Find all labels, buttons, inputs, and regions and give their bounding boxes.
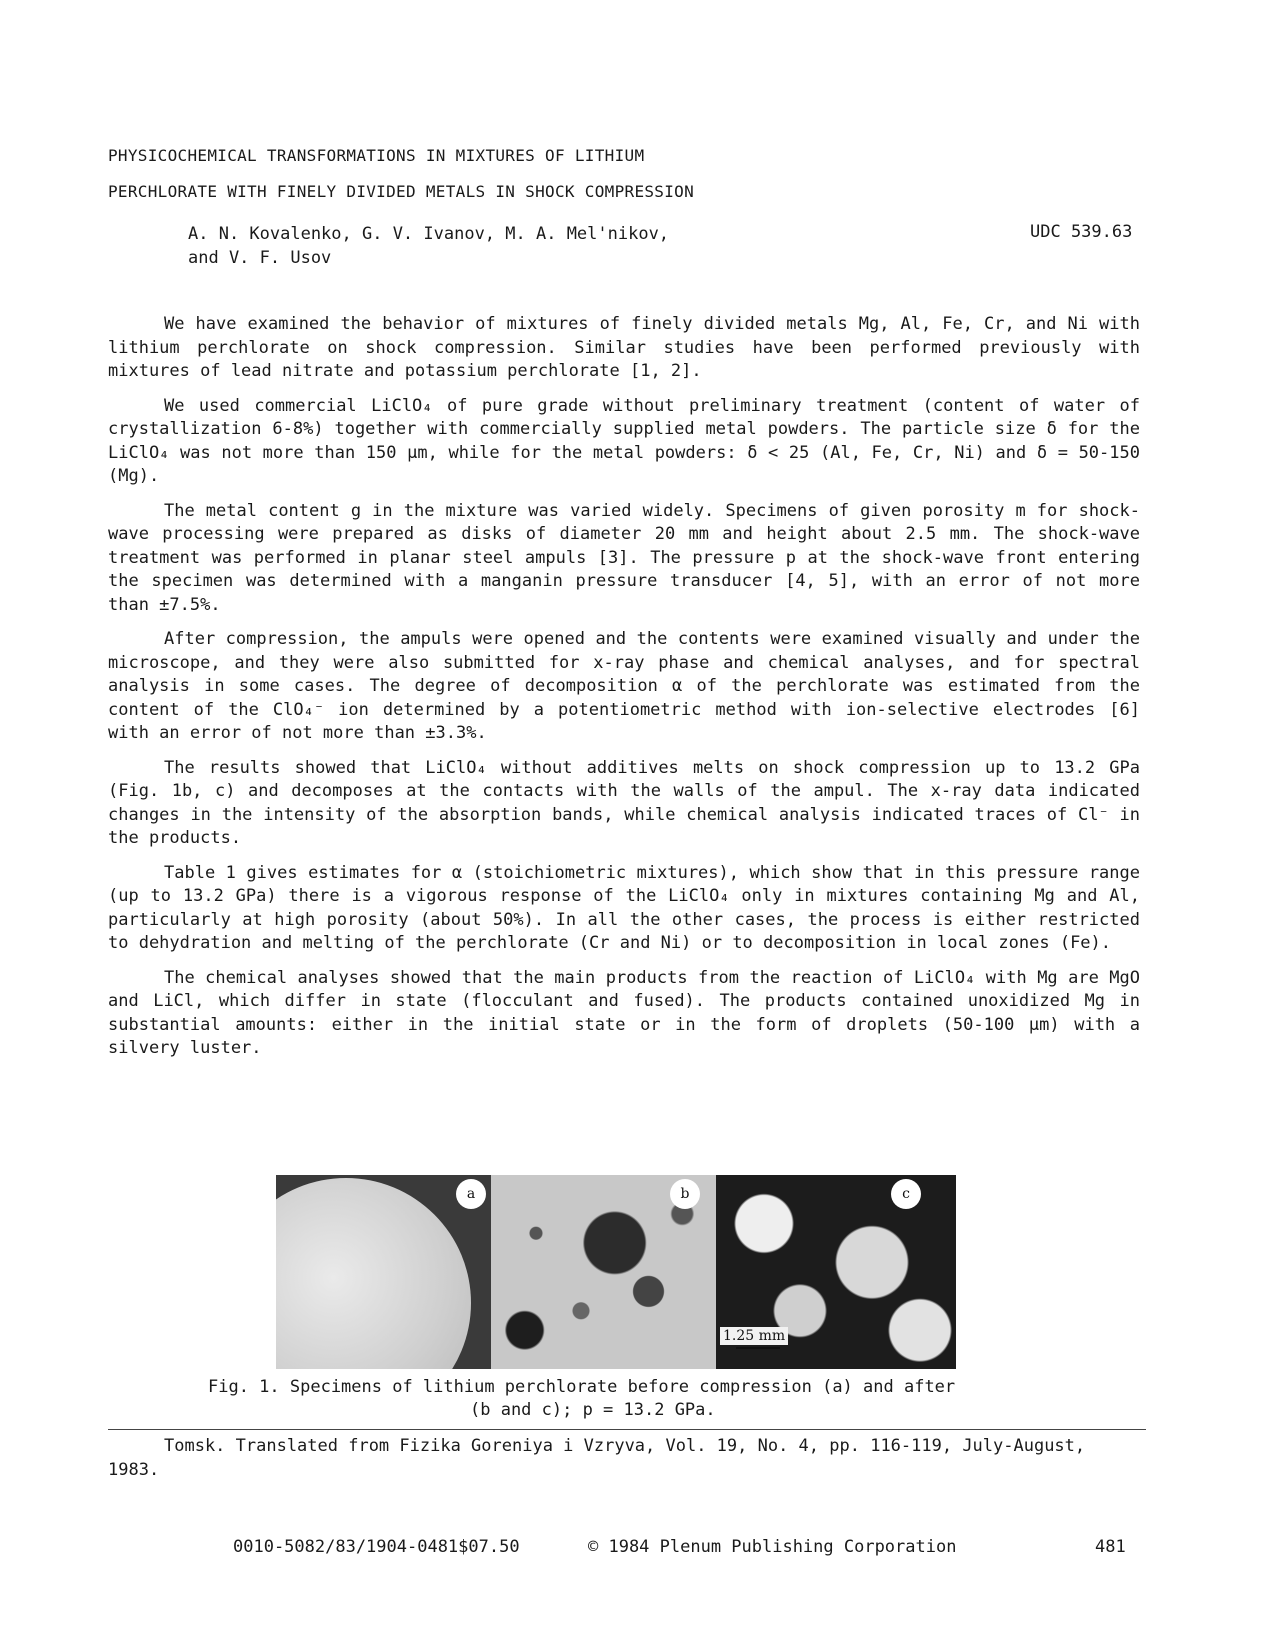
- paragraph: We have examined the behavior of mixtures of finely divided metals Mg, Al, Fe, Cr, and Ni with lithium perchlorate on shock compression. Similar studies have been performed previously with mixtures of lead nitrate and potassium perchlorate [1, 2].: [108, 314, 1140, 381]
- udc-code: UDC 539.63: [1030, 222, 1133, 242]
- author-list: [188, 222, 669, 270]
- footnote-divider: [108, 1429, 1146, 1430]
- figure-1-micrographs: [276, 1175, 956, 1369]
- title-line-2: PERCHLORATE WITH FINELY DIVIDED METALS IN SHOCK COMPRESSION: [108, 182, 695, 201]
- panel-label-b: b: [670, 1179, 700, 1209]
- caption-line-1: Fig. 1. Specimens of lithium perchlorate before compression (a) and after: [208, 1377, 956, 1397]
- panel-label-c: c: [891, 1179, 921, 1209]
- footnote: [108, 1434, 1140, 1482]
- article-body: [108, 313, 1140, 1072]
- micrograph-panel-a: [276, 1175, 491, 1369]
- caption-line-2: (b and c); p = 13.2 GPa.: [470, 1400, 716, 1420]
- article-code: 0010-5082/83/1904-0481$07.50: [233, 1537, 520, 1557]
- article-title: [108, 138, 1108, 210]
- paragraph: The chemical analyses showed that the main products from the reaction of LiClO₄ with Mg are MgO and LiCl, which differ in state (flocculant and fused). The products contained unoxidized Mg in substantial amounts: either in the initial state or in the form of droplets (50-100 μm) with a silvery luster.: [108, 967, 1140, 1058]
- paragraph: After compression, the ampuls were opened and the contents were examined visually and under the microscope, and they were also submitted for x-ray phase and chemical analyses, and for spectral analysis in some cases. The degree of decomposition α of the perchlorate was estimated from the content of the ClO₄⁻ ion determined by a potentiometric method with ion-selective electrodes [6] with an error of not more than ±3.3%.: [108, 629, 1140, 743]
- authors-line-1: A. N. Kovalenko, G. V. Ivanov, M. A. Mel'nikov,: [188, 224, 670, 244]
- paragraph: We used commercial LiClO₄ of pure grade without preliminary treatment (content of water of crystallization 6-8%) together with commercially supplied metal powders. The particle size δ for the LiClO₄ was not more than 150 μm, while for the metal powders: δ < 25 (Al, Fe, Cr, Ni) and δ = 50-150 (Mg).: [108, 395, 1140, 486]
- paragraph: Table 1 gives estimates for α (stoichiometric mixtures), which show that in this pressure range (up to 13.2 GPa) there is a vigorous response of the LiClO₄ only in mixtures containing Mg and Al, particularly at high porosity (about 50%). In all the other cases, the process is either restricted to dehydration and melting of the perchlorate (Cr and Ni) or to decomposition in local zones (Fe).: [108, 862, 1140, 953]
- footnote-text: Tomsk. Translated from Fizika Goreniya i Vzryva, Vol. 19, No. 4, pp. 116-119, July-August, 1983.: [108, 1436, 1086, 1480]
- figure-caption: [208, 1376, 1108, 1422]
- panel-label-a: a: [456, 1179, 486, 1209]
- paragraph: The metal content g in the mixture was varied widely. Specimens of given porosity m for shock-wave processing were prepared as disks of diameter 20 mm and height about 2.5 mm. The shock-wave treatment was performed in planar steel ampuls [3]. The pressure p at the shock-wave front entering the specimen was determined with a manganin pressure transducer [4, 5], with an error of not more than ±7.5%.: [108, 500, 1140, 615]
- authors-line-2: and V. F. Usov: [188, 248, 332, 268]
- title-line-1: PHYSICOCHEMICAL TRANSFORMATIONS IN MIXTURES OF LITHIUM: [108, 146, 645, 165]
- scale-bar: [736, 1347, 780, 1349]
- page-number: 481: [1095, 1537, 1126, 1557]
- paragraph: The results showed that LiClO₄ without additives melts on shock compression up to 13.2 GPa (Fig. 1b, c) and decomposes at the contacts with the walls of the ampul. The x-ray data indicated changes in the intensity of the absorption bands, while chemical analysis indicated traces of Cl⁻ in the products.: [108, 757, 1140, 848]
- specimen-disk: [276, 1178, 471, 1369]
- scale-label: 1.25 mm: [720, 1327, 788, 1345]
- copyright-notice: © 1984 Plenum Publishing Corporation: [588, 1537, 957, 1557]
